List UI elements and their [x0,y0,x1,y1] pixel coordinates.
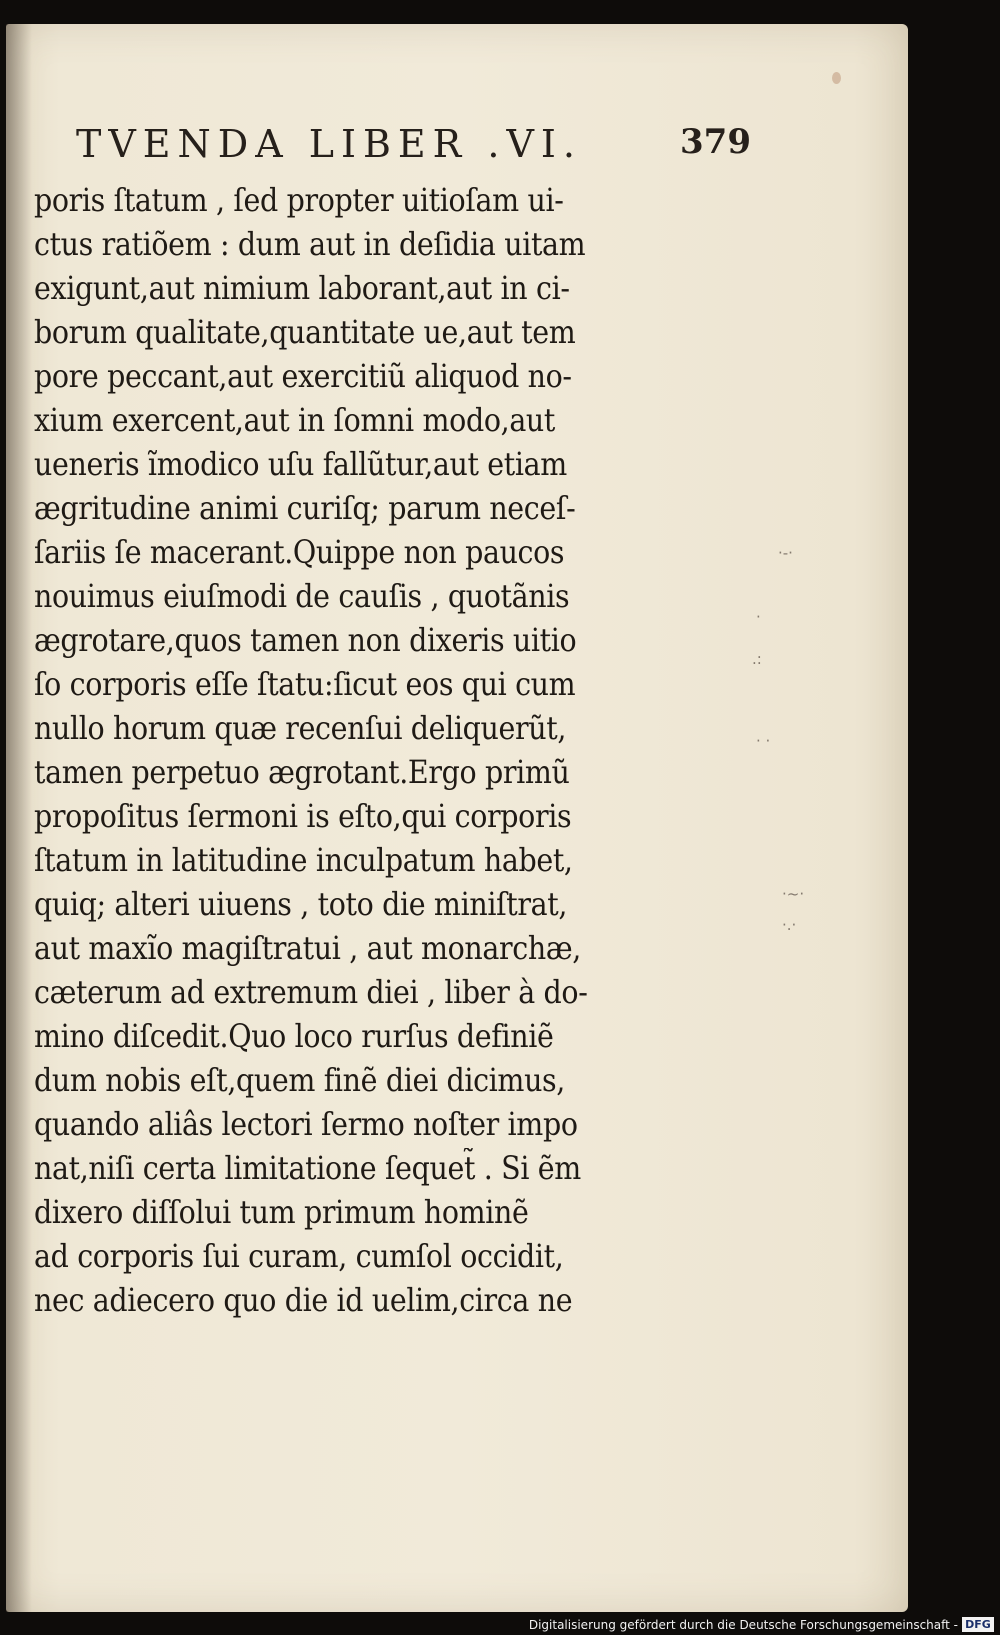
text-line: ad corporis ſui curam, cumſol occidit, [34,1237,564,1275]
text-line: quando aliâs lectori ſermo noſter impo [34,1105,578,1143]
page-number: 379 [680,122,751,162]
text-line: ægrotare,quos tamen non dixeris uitio [34,621,577,659]
text-line: pore peccant,aut exercitiũ aliquod no- [34,357,572,395]
paper-stain [832,72,841,84]
margin-mark: ·.· [782,916,797,934]
funding-credit: Digitalisierung gefördert durch die Deutsche Forschungsgemeinschaft - [528,1618,958,1632]
text-line: nouimus eiuſmodi de cauſis , quotãnis [34,577,570,615]
text-line: dixero diſſolui tum primum hominẽ [34,1193,529,1231]
text-line: dum nobis eſt,quem finẽ diei dicimus, [34,1061,566,1099]
margin-mark: ·-· [778,544,793,562]
page-header [76,112,751,172]
text-line: quiq; alteri uiuens , toto die miniſtrat, [34,885,568,923]
text-line: aut maxĩo magiſtratui , aut monarchæ, [34,929,581,967]
text-line: nullo horum quæ recenſui deliquerũt, [34,709,567,747]
text-line: ſtatum in latitudine inculpatum habet, [34,841,573,879]
margin-mark: .: [752,650,762,668]
margin-mark: ·~· [782,885,805,903]
text-line: borum qualitate,quantitate ue,aut tem [34,313,576,351]
running-head: TVENDA LIBER .VI. [76,122,582,166]
dfg-logo: DFG [962,1617,994,1632]
margin-mark: · · [756,732,771,750]
text-line: nat,niſi certa limitatione ſequet̃ . Si ẽm [34,1149,581,1187]
text-line: cæterum ad extremum diei , liber à do- [34,973,588,1011]
text-line: mino diſcedit.Quo loco rurſus definiẽ [34,1017,554,1055]
footer-bar [0,1612,1000,1635]
text-line: nec adiecero quo die id uelim,circa ne [34,1281,573,1319]
text-line: ueneris ĩmodico uſu fallũtur,aut etiam [34,445,567,483]
text-line: xium exercent,aut in ſomni modo,aut [34,401,556,439]
text-line: poris ſtatum , ſed propter uitioſam ui- [34,181,564,219]
text-block [34,178,694,1322]
text-line: ctus ratiõem : dum aut in deſidia uitam [34,225,586,263]
margin-mark: · [756,608,761,626]
text-line: propoſitus ſermoni is eſto,qui corporis [34,797,572,835]
text-line: ſariis ſe macerant.Quippe non paucos [34,533,565,571]
text-line: tamen perpetuo ægrotant.Ergo primũ [34,753,570,791]
text-line: ſo corporis eſſe ſtatu:ſicut eos qui cum [34,665,576,703]
text-line: ægritudine animi curiſq; parum neceſ- [34,489,576,527]
text-line: exigunt,aut nimium laborant,aut in ci- [34,269,570,307]
